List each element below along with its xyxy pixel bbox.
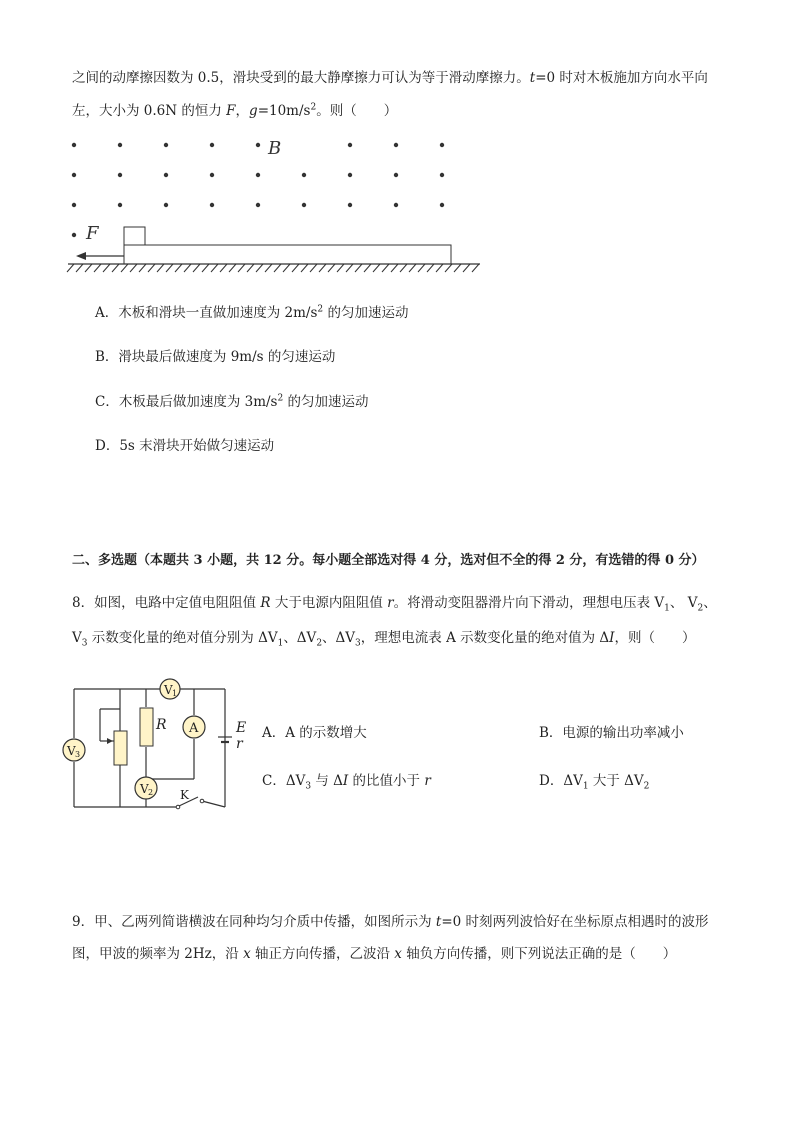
field-dot — [440, 173, 444, 177]
field-dot — [394, 203, 398, 207]
hatch-line — [67, 264, 74, 272]
section-2-title: 二、多选题（本题共 3 小题，共 12 分。每小题全部选对得 4 分，选对但不全的得 2 分，有选错的得 0 分） — [72, 553, 705, 568]
svg-text:V: V — [67, 744, 76, 758]
hatch-line — [85, 264, 92, 272]
hatch-line — [211, 264, 218, 272]
hatch-line — [391, 264, 398, 272]
voltmeter-V3 — [63, 739, 85, 761]
label-F: F — [86, 223, 99, 244]
hatch-line — [364, 264, 371, 272]
hatch-line — [238, 264, 245, 272]
field-dot — [440, 203, 444, 207]
q9-text-line-2: 图，甲波的频率为 2Hz，沿 x 轴正方向传播，乙波沿 x 轴负方向传播，则下列说法正确的是（ ） — [72, 946, 677, 962]
hatch-line — [256, 264, 263, 272]
field-dot — [348, 203, 352, 207]
field-dot — [210, 143, 214, 147]
hatch-line — [247, 264, 254, 272]
rheostat — [114, 731, 127, 765]
hatch-line — [472, 264, 479, 272]
hatch-line — [454, 264, 461, 272]
hatch-line — [193, 264, 200, 272]
field-dot — [256, 203, 260, 207]
switch-contact-right — [200, 799, 204, 803]
q8-option-C[interactable]: C．$\Delta V_3$ 与 ΔI 的比值小于 r — [262, 773, 431, 792]
hatch-line — [220, 264, 227, 272]
circuit-diagram — [60, 675, 260, 815]
label-R: R — [156, 717, 167, 733]
hatch-line — [301, 264, 308, 272]
hatch-line — [76, 264, 83, 272]
label-B: B — [268, 138, 282, 159]
svg-text:3: 3 — [75, 750, 81, 759]
hatch-line — [400, 264, 407, 272]
q7-option-A[interactable]: A．木板和滑块一直做加速度为 $2m/s^2$ 的匀加速运动 — [95, 304, 409, 321]
hatch-line — [184, 264, 191, 272]
field-dot — [394, 173, 398, 177]
hatch-line — [103, 264, 110, 272]
ammeter-A — [183, 716, 205, 738]
field-dot — [210, 203, 214, 207]
field-dot — [164, 143, 168, 147]
label-K: K — [180, 788, 189, 802]
resistor-R — [140, 708, 153, 746]
label-r: r — [236, 736, 243, 752]
field-dot — [118, 173, 122, 177]
hatch-line — [112, 264, 119, 272]
hatch-line — [346, 264, 353, 272]
field-dot — [302, 203, 306, 207]
q7-option-C[interactable]: C．木板最后做加速度为 $3m/s^2$ 的匀加速运动 — [95, 393, 369, 410]
hatch-line — [148, 264, 155, 272]
q8-option-B[interactable]: B．电源的输出功率减小 — [539, 725, 684, 741]
hatch-line — [265, 264, 272, 272]
q8-text-line-1: 8．如图，电路中定值电阻阻值 R 大于电源内阻阻值 r。将滑动变阻器滑片向下滑动，理想电压表 $V_1$、 $V_2$、 — [72, 595, 717, 614]
field-dot — [210, 173, 214, 177]
field-dot — [118, 203, 122, 207]
field-dot — [348, 143, 352, 147]
hatch-line — [445, 264, 452, 272]
q7-option-B[interactable]: B．滑块最后做速度为 9m/s 的匀速运动 — [95, 349, 336, 365]
magnetic-field-figure — [60, 130, 490, 280]
hatch-line — [436, 264, 443, 272]
field-dot — [164, 203, 168, 207]
field-dot — [118, 143, 122, 147]
hatch-line — [328, 264, 335, 272]
field-dot — [302, 173, 306, 177]
q9-text-line-1: 9．甲、乙两列简谐横波在同种均匀介质中传播，如图所示为 t=0 时刻两列波恰好在坐标原点相遇时的波形 — [72, 914, 709, 930]
hatch-line — [274, 264, 281, 272]
hatch-line — [355, 264, 362, 272]
svg-text:V: V — [164, 683, 173, 697]
field-dot — [72, 143, 76, 147]
hatch-line — [337, 264, 344, 272]
hatch-line — [427, 264, 434, 272]
field-dots — [72, 143, 444, 237]
field-dot — [256, 143, 260, 147]
field-dot — [72, 173, 76, 177]
hatch-line — [463, 264, 470, 272]
voltmeter-V2 — [135, 777, 157, 799]
q8-option-A[interactable]: A．A 的示数增大 — [262, 725, 367, 741]
label-E: E — [236, 720, 247, 736]
wooden-board — [124, 245, 451, 264]
hatch-line — [202, 264, 209, 272]
hatch-line — [409, 264, 416, 272]
svg-text:2: 2 — [148, 788, 154, 797]
hatch-line — [229, 264, 236, 272]
hatch-line — [283, 264, 290, 272]
hatch-line — [418, 264, 425, 272]
q8-option-D[interactable]: D．$\Delta V_1$ 大于 $\Delta V_2$ — [539, 773, 650, 792]
hatch-line — [157, 264, 164, 272]
field-dot — [72, 203, 76, 207]
hatch-line — [319, 264, 326, 272]
hatch-line — [310, 264, 317, 272]
field-dot — [394, 143, 398, 147]
voltmeter-V1 — [160, 679, 180, 699]
hatch-line — [292, 264, 299, 272]
hatch-line — [382, 264, 389, 272]
q7-text-line-1: 之间的动摩擦因数为 0.5，滑块受到的最大静摩擦力可认为等于滑动摩擦力。t=0 时对木板施加方向水平向 — [72, 70, 708, 86]
ground-hatching — [67, 264, 479, 272]
q8-text-line-2: $V_3$ 示数变化量的绝对值分别为 $\Delta V_1$、$\Delta V_2$、$\Delta V_3$，理想电流表 A 示数变化量的绝对值为 ΔI，则（ ） — [72, 630, 696, 649]
slider-block — [124, 227, 145, 245]
hatch-line — [139, 264, 146, 272]
hatch-line — [121, 264, 128, 272]
field-dot — [164, 173, 168, 177]
hatch-line — [94, 264, 101, 272]
hatch-line — [130, 264, 137, 272]
q7-text-line-2: 左，大小为 0.6N 的恒力 F，$g=10m/s^2$。则（ ） — [72, 102, 398, 119]
hatch-line — [166, 264, 173, 272]
svg-text:A: A — [189, 721, 199, 736]
field-dot — [440, 143, 444, 147]
svg-text:V: V — [140, 782, 149, 796]
field-dot — [72, 233, 76, 237]
hatch-line — [373, 264, 380, 272]
field-dot — [256, 173, 260, 177]
field-dot — [348, 173, 352, 177]
hatch-line — [175, 264, 182, 272]
q7-option-D[interactable]: D．5s 末滑块开始做匀速运动 — [95, 438, 275, 454]
rheostat-slider — [107, 738, 113, 744]
force-arrow-head — [76, 252, 86, 260]
svg-text:1: 1 — [172, 689, 178, 698]
